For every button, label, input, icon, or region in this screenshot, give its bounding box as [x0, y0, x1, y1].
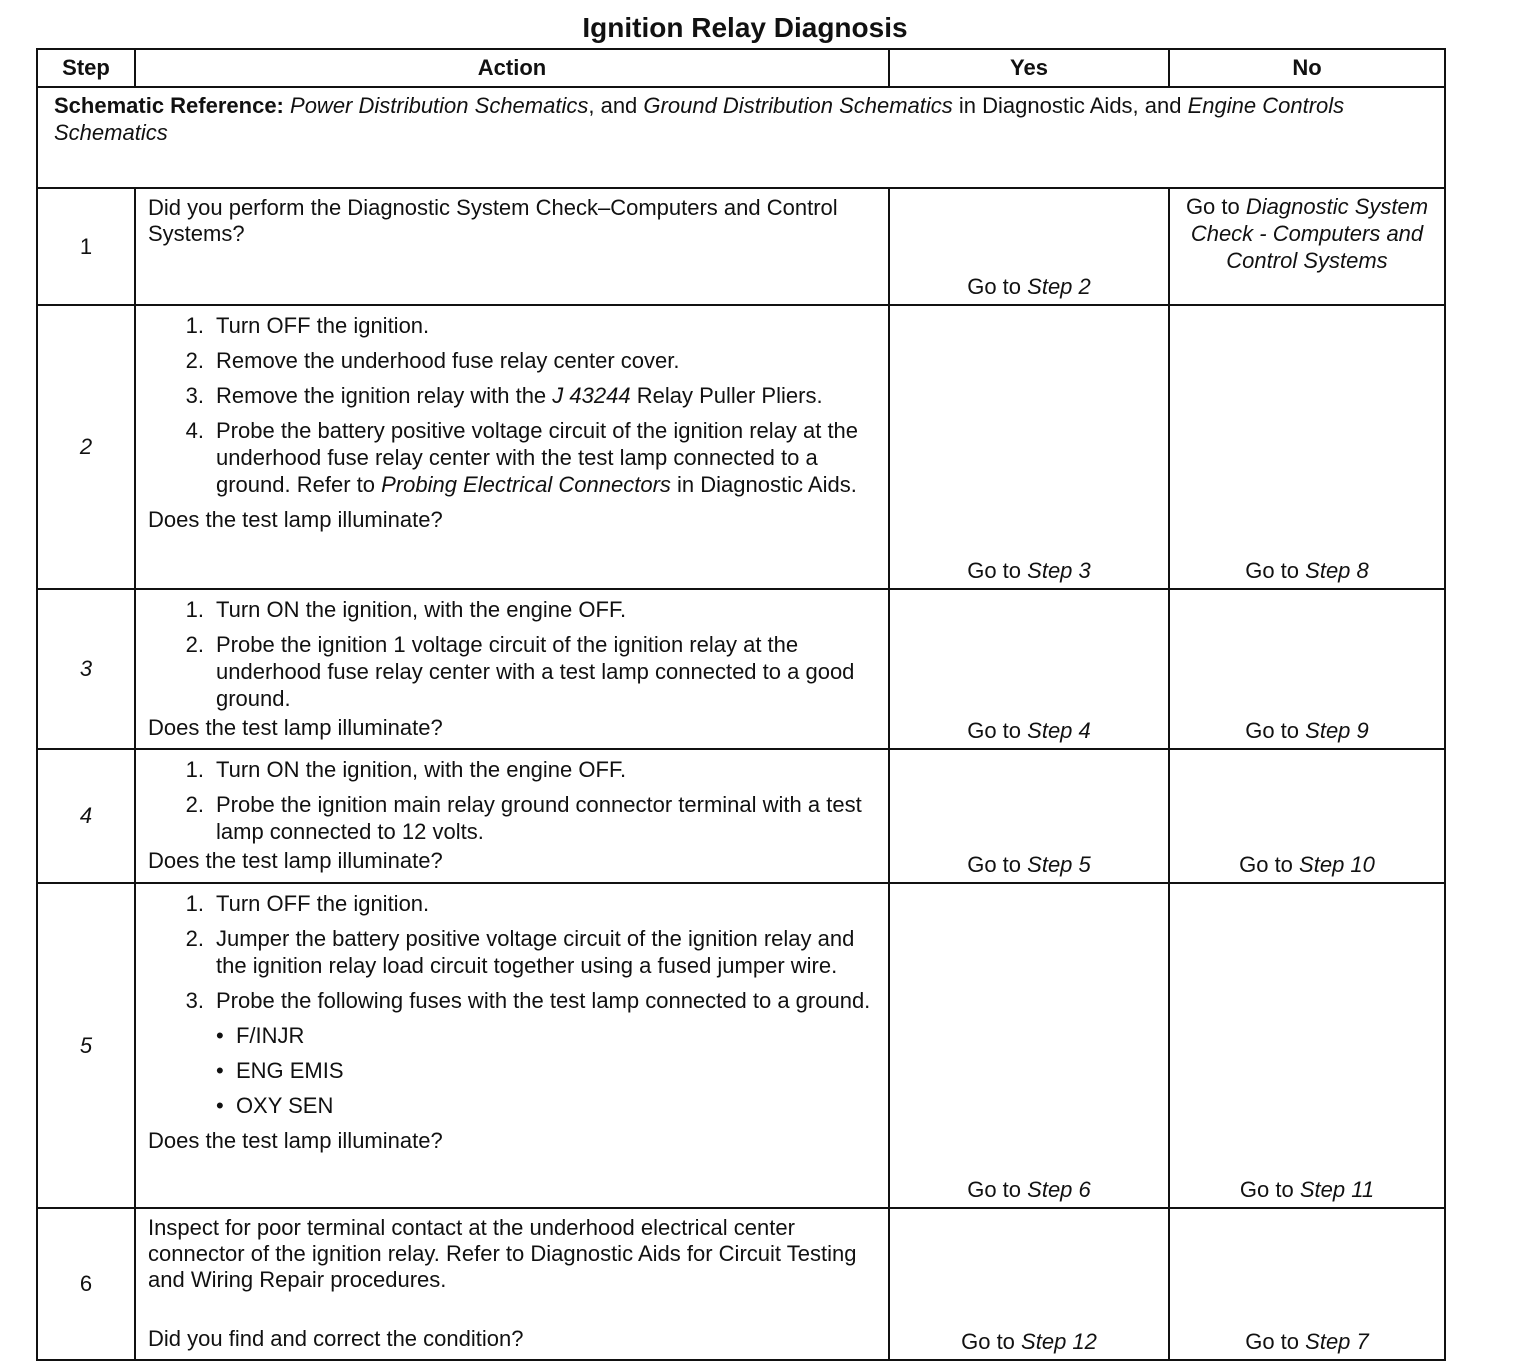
item-text-part: Probe the battery positive voltage circuit of the ignition relay at the underhood fuse relay center with the test lamp connected to a ground. Refer to — [216, 418, 859, 497]
item-text: Turn OFF the ignition. — [216, 891, 430, 916]
fuse-name: ENG EMIS — [235, 1058, 344, 1083]
list-item — [148, 890, 878, 917]
reference-sep: , and — [588, 93, 638, 118]
list-item — [148, 925, 878, 979]
no-prefix: Go to — [1239, 852, 1293, 877]
header-no: No — [1169, 49, 1445, 87]
step-row-3 — [37, 589, 1445, 749]
item-text: Turn ON the ignition, with the engine OFF. — [216, 597, 627, 622]
fuse-item — [216, 1092, 878, 1119]
step-number: 2 — [37, 305, 135, 589]
yes-cell — [889, 188, 1169, 305]
item-number: 2. — [185, 348, 204, 373]
item-number: 4. — [185, 418, 204, 443]
header-row — [37, 49, 1445, 87]
no-cell — [1169, 1208, 1445, 1360]
reference-row — [37, 87, 1445, 188]
step-row-5 — [37, 883, 1445, 1208]
item-text: Probe the ignition 1 voltage circuit of the ignition relay at the underhood fuse relay center with a test lamp connected to a good ground. — [216, 632, 855, 711]
step-question: Does the test lamp illuminate? — [148, 507, 443, 532]
action-cell — [135, 749, 889, 883]
list-item — [148, 417, 878, 498]
list-item — [148, 382, 878, 409]
no-cell — [1169, 188, 1445, 305]
schematic-reference — [37, 87, 1445, 188]
yes-cell — [889, 1208, 1169, 1360]
yes-prefix: Go to — [967, 274, 1022, 299]
item-text: Turn ON the ignition, with the engine OFF. — [216, 757, 627, 782]
yes-cell — [889, 749, 1169, 883]
yes-cell — [889, 589, 1169, 749]
no-target-link: Step 9 — [1305, 718, 1369, 743]
instruction-list — [148, 596, 878, 712]
fuse-item — [216, 1057, 878, 1084]
header-action: Action — [135, 49, 889, 87]
no-prefix: Go to — [1245, 1329, 1300, 1354]
reference-ground-link: Ground Distribution Schematics — [643, 93, 953, 118]
yes-target-link: Step 6 — [1027, 1177, 1091, 1202]
fuse-item — [216, 1022, 878, 1049]
no-target-link: Step 7 — [1305, 1329, 1369, 1354]
instruction-list — [148, 312, 878, 498]
step-question: Does the test lamp illuminate? — [148, 1128, 443, 1153]
reference-engine-link: Engine Controls Schematics — [54, 93, 1345, 145]
header-yes: Yes — [889, 49, 1169, 87]
yes-prefix: Go to — [967, 718, 1022, 743]
no-prefix: Go to — [1239, 1177, 1294, 1202]
item-text-part: Relay Puller Pliers. — [636, 383, 823, 408]
no-prefix: Go to — [1185, 194, 1240, 219]
no-prefix: Go to — [1245, 558, 1300, 583]
step-number: 4 — [37, 749, 135, 883]
bullet-marker: • — [216, 1058, 224, 1083]
yes-target-link: Step 4 — [1027, 718, 1091, 743]
list-item — [148, 987, 878, 1014]
step-number: 6 — [37, 1208, 135, 1360]
item-text: Jumper the battery positive voltage circuit of the ignition relay and the ignition relay load circuit together using a fused jumper wire. — [216, 926, 855, 978]
reference-sep: in Diagnostic Aids, and — [958, 93, 1182, 118]
step-question: Does the test lamp illuminate? — [148, 848, 443, 873]
no-cell — [1169, 589, 1445, 749]
yes-target-link: Step 5 — [1027, 852, 1091, 877]
item-text: Probe the ignition main relay ground connector terminal with a test lamp connected to 12 volts. — [216, 792, 862, 844]
yes-prefix: Go to — [961, 1329, 1015, 1354]
list-item — [148, 347, 878, 374]
item-number: 2. — [185, 792, 204, 817]
item-number: 1. — [185, 597, 204, 622]
step-row-2 — [37, 305, 1445, 589]
no-target-link: Step 11 — [1299, 1177, 1375, 1202]
step-number: 1 — [37, 188, 135, 305]
item-number: 2. — [185, 926, 204, 951]
no-target-link: Diagnostic System Check - Computers and Control Systems — [1190, 194, 1429, 273]
yes-cell — [889, 883, 1169, 1208]
yes-prefix: Go to — [967, 852, 1022, 877]
step-question: Did you find and correct the condition? — [148, 1326, 524, 1351]
yes-cell — [889, 305, 1169, 589]
list-item — [148, 312, 878, 339]
probing-reference-link: Probing Electrical Connectors — [381, 472, 671, 497]
yes-prefix: Go to — [967, 1177, 1022, 1202]
action-cell — [135, 1208, 889, 1360]
list-item — [148, 791, 878, 845]
item-number: 1. — [185, 313, 204, 338]
list-item — [148, 631, 878, 712]
yes-target-link: Step 3 — [1027, 558, 1091, 583]
item-number: 3. — [185, 988, 204, 1013]
step-row-4 — [37, 749, 1445, 883]
yes-target-link: Step 12 — [1021, 1329, 1097, 1354]
yes-prefix: Go to — [967, 558, 1022, 583]
item-number: 1. — [185, 757, 204, 782]
item-number: 3. — [185, 383, 204, 408]
item-text: Turn OFF the ignition. — [216, 313, 430, 338]
item-text — [216, 382, 878, 409]
step-row-1 — [37, 188, 1445, 305]
item-number: 1. — [185, 891, 204, 916]
instruction-list — [148, 890, 878, 1014]
no-cell — [1169, 749, 1445, 883]
bullet-marker: • — [216, 1093, 224, 1118]
action-cell — [135, 188, 889, 305]
item-text — [216, 417, 878, 498]
step-number: 3 — [37, 589, 135, 749]
reference-label: Schematic Reference: — [54, 93, 284, 118]
no-prefix: Go to — [1245, 718, 1300, 743]
list-item — [148, 596, 878, 623]
step-text: Inspect for poor terminal contact at the underhood electrical center connector of the ignition relay. Refer to Diagnostic Aids for Circuit Testing and Wiring Repair procedures. — [148, 1215, 857, 1292]
action-cell — [135, 883, 889, 1208]
step-row-6 — [37, 1208, 1445, 1360]
page-title: Ignition Relay Diagnosis — [582, 12, 908, 43]
action-cell — [135, 305, 889, 589]
item-number: 2. — [185, 632, 204, 657]
no-cell — [1169, 883, 1445, 1208]
no-target-link: Step 10 — [1299, 852, 1375, 877]
reference-power-link: Power Distribution Schematics — [290, 93, 589, 118]
no-target-link: Step 8 — [1305, 558, 1369, 583]
fuse-list — [148, 1022, 878, 1119]
header-step: Step — [37, 49, 135, 87]
step-question: Did you perform the Diagnostic System Check–Computers and Control Systems? — [148, 195, 838, 246]
fuse-name: OXY SEN — [235, 1093, 334, 1118]
item-text: Probe the following fuses with the test lamp connected to a ground. — [216, 988, 871, 1013]
fuse-name: F/INJR — [235, 1023, 305, 1048]
diagnosis-table — [36, 48, 1446, 1361]
list-item — [148, 756, 878, 783]
action-cell — [135, 589, 889, 749]
item-text-part: Remove the ignition relay with the — [216, 383, 547, 408]
bullet-marker: • — [216, 1023, 224, 1048]
item-text: Remove the underhood fuse relay center cover. — [216, 348, 680, 373]
step-number: 5 — [37, 883, 135, 1208]
no-cell — [1169, 305, 1445, 589]
item-text-part: in Diagnostic Aids. — [677, 472, 857, 497]
instruction-list — [148, 756, 878, 845]
yes-target-link: Step 2 — [1027, 274, 1091, 299]
tool-reference: J 43244 — [552, 383, 631, 408]
step-question: Does the test lamp illuminate? — [148, 715, 443, 740]
